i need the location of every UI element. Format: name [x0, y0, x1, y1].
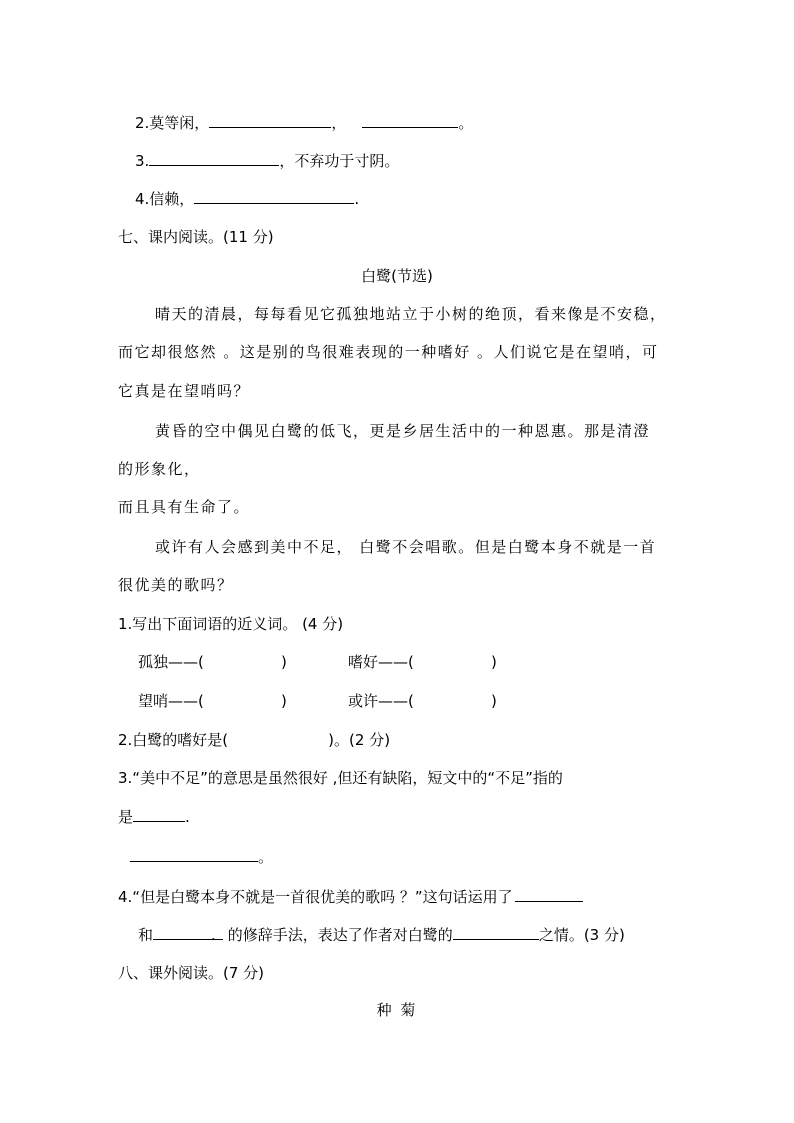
answer-blank[interactable]: [422, 662, 488, 677]
q4-line2-prefix: 和: [138, 926, 154, 944]
synonym-prompt: 或许——(: [348, 692, 414, 710]
passage-para1-line2: 而它却很悠然 。这是别的鸟很难表现的一种嗜好 。人们说它是在望哨，可: [118, 343, 659, 361]
q4-line2: [138, 924, 625, 945]
q1-stem: 1.写出下面词语的近义词。 (4 分): [118, 615, 344, 633]
q2: [118, 730, 390, 750]
synonym-prompt: 孤独——(: [138, 653, 204, 671]
answer-blank[interactable]: [194, 188, 354, 204]
q6-item3-prefix: 3.: [135, 152, 150, 170]
q3-line2-prefix: 是: [118, 808, 134, 826]
q6-item3: [135, 150, 399, 171]
passage-para2-line3: 而且具有生命了。: [118, 498, 251, 516]
section7-heading: 七、课内阅读。(11 分): [118, 228, 274, 246]
q6-item2-end: 。: [458, 114, 474, 132]
synonym-prompt: 嗜好——(: [348, 653, 414, 671]
q1-word-2: [348, 652, 414, 672]
q1-word-1: [138, 652, 204, 672]
q1-close-4: ): [491, 692, 497, 710]
synonym-prompt: 望哨——(: [138, 692, 204, 710]
answer-blank[interactable]: [453, 924, 539, 940]
q4-line1-text: 4.“但是白鹭本身不就是一首很优美的歌吗 ？”这句话运用了: [118, 888, 513, 906]
answer-blank[interactable]: [212, 662, 278, 677]
q6-item2-prefix: 2.莫等闲，: [135, 114, 210, 132]
passage-para2-line1: 黄昏的空中偶见白鹭的低飞，更是乡居生活中的一种恩惠。那是清澄: [155, 422, 651, 440]
q6-item2-mid: ，: [331, 114, 347, 132]
q4-line2-suffix: 之情。(3 分): [538, 926, 625, 944]
passage-title: 白鹭(节选): [361, 267, 433, 285]
q3-line3-suffix: 。: [258, 848, 274, 866]
passage-para3-line2: 很优美的歌吗？: [118, 576, 234, 594]
q4-line1: [118, 886, 583, 907]
q2-prefix: 2.白鹭的嗜好是(: [118, 731, 229, 749]
q2-suffix: )。(2 分): [328, 731, 391, 749]
q6-item2: [135, 112, 473, 133]
passage-para2-line2: 的形象化，: [118, 460, 201, 478]
q3-line1: 3.“美中不足”的意思是虽然很好 ,但还有缺陷，短文中的“不足”指的: [118, 769, 563, 787]
section8-heading: 八、课外阅读。(7 分): [118, 964, 265, 982]
section8-passage-title: 种 菊: [376, 1001, 418, 1019]
q1-word-4: [348, 691, 414, 711]
q4-line2-dot: .: [211, 926, 216, 944]
q1-word-3: [138, 691, 204, 711]
passage-para1-line3: 它真是在望哨吗？: [118, 382, 251, 400]
answer-blank[interactable]: [130, 846, 258, 862]
answer-blank[interactable]: [362, 112, 458, 128]
answer-blank[interactable]: [209, 112, 331, 128]
q6-item4-suffix: .: [354, 190, 360, 208]
passage-para3-line1: 或许有人会感到美中不足， 白鹭不会唱歌。但是白鹭本身不就是一首: [155, 538, 657, 556]
answer-blank[interactable]: [422, 701, 488, 716]
q6-item4: [135, 188, 359, 209]
q4-line2-mid: 的修辞手法，表达了作者对白鹭的: [227, 926, 453, 944]
q3-line2-suffix: .: [185, 808, 190, 826]
answer-blank[interactable]: [212, 701, 278, 716]
answer-blank[interactable]: [133, 806, 185, 822]
q1-close-3: ): [281, 692, 287, 710]
q1-close-1: ): [281, 653, 287, 671]
answer-blank[interactable]: [515, 886, 583, 902]
q1-close-2: ): [491, 653, 497, 671]
q3-line2: [118, 806, 190, 827]
q3-line3: [130, 846, 273, 867]
answer-blank[interactable]: [149, 150, 279, 166]
q6-item4-prefix: 4.信赖，: [135, 190, 195, 208]
passage-para1-line1: 晴天的清晨，每每看见它孤独地站立于小树的绝顶，看来像是不安稳，: [155, 305, 667, 323]
q6-item3-suffix: ，不弃功于寸阴。: [279, 152, 400, 170]
